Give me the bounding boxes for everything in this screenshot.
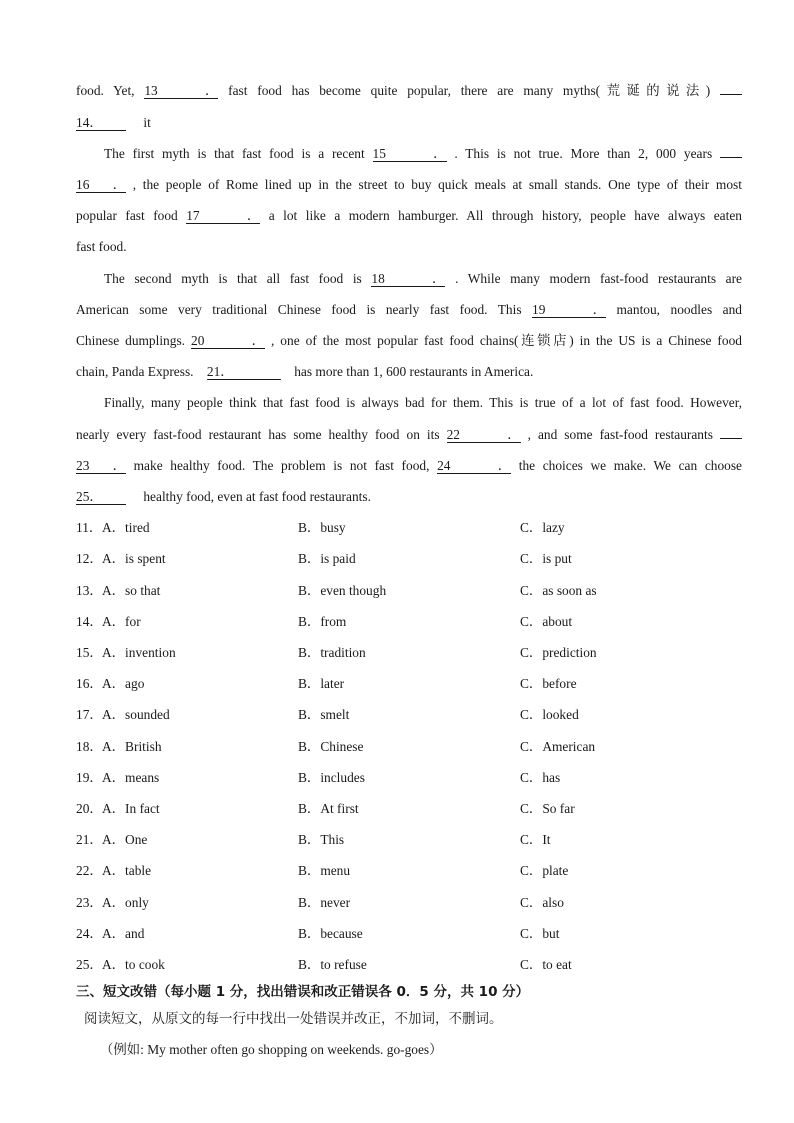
- text: fast food.: [76, 239, 127, 254]
- blank-20[interactable]: 20．: [191, 333, 265, 348]
- text: popular fast food: [76, 208, 178, 223]
- blank-19[interactable]: 19．: [532, 302, 607, 317]
- passage-line-13: [76, 457, 742, 475]
- blank-17[interactable]: 17．: [186, 208, 261, 223]
- option-c[interactable]: C．lazy: [520, 520, 565, 535]
- question-number: 21．: [76, 832, 103, 847]
- option-row-17: [76, 706, 170, 724]
- question-number: 13．: [76, 583, 103, 598]
- option-b[interactable]: B．busy: [298, 520, 346, 535]
- option-c-21[interactable]: [520, 831, 551, 849]
- passage-line-12: [76, 426, 742, 444]
- option-row-20: [76, 800, 160, 818]
- question-number: 16．: [76, 676, 103, 691]
- option-b-11[interactable]: [298, 519, 346, 537]
- option-c-25[interactable]: [520, 956, 572, 974]
- blank-21[interactable]: 21．: [207, 364, 281, 380]
- option-b-14[interactable]: [298, 613, 346, 631]
- text: has more than 1, 600 restaurants in America.: [294, 364, 534, 379]
- option-a[interactable]: A．British: [102, 739, 162, 754]
- option-c[interactable]: C．prediction: [520, 645, 597, 660]
- blank-25[interactable]: 25．: [76, 489, 126, 505]
- option-row-11: [76, 519, 150, 537]
- option-a[interactable]: A．ago: [102, 676, 145, 691]
- question-number: 24．: [76, 926, 103, 941]
- option-b[interactable]: B．This: [298, 832, 345, 847]
- option-b[interactable]: B．smelt: [298, 707, 350, 722]
- option-c[interactable]: C．about: [520, 614, 573, 629]
- text: Chinese dumplings.: [76, 333, 186, 348]
- passage-line-2: [76, 114, 742, 132]
- text: it: [143, 115, 151, 130]
- question-number: 15．: [76, 645, 103, 660]
- option-b-24[interactable]: [298, 925, 363, 943]
- text: , the people of Rome lined up in the street to buy quick meals at small stands. One type of their most: [132, 177, 742, 192]
- text: healthy food, even at fast food restaurants.: [143, 489, 371, 504]
- text: mantou, noodles and: [616, 302, 742, 317]
- blank-14-start: [720, 94, 742, 95]
- text: . This is not true. More than 2, 000 years: [454, 146, 713, 161]
- passage-line-5: [76, 207, 742, 225]
- blank-16-start: [720, 157, 742, 158]
- option-c-17[interactable]: [520, 706, 579, 724]
- blank-15[interactable]: 15．: [372, 146, 447, 161]
- text: . While many modern fast-food restaurants are: [455, 271, 743, 286]
- option-b[interactable]: B．later: [298, 676, 345, 691]
- question-number: 23．: [76, 895, 103, 910]
- blank-14[interactable]: 14．: [76, 115, 126, 131]
- option-c-14[interactable]: [520, 613, 572, 631]
- option-row-19: [76, 769, 159, 787]
- option-c-11[interactable]: [520, 519, 565, 537]
- option-c[interactable]: C．So far: [520, 801, 575, 816]
- option-row-16: [76, 675, 144, 693]
- text: make healthy food. The problem is not fast food,: [133, 458, 430, 473]
- section-instruction: 阅读短文，从原文的每一行中找出一处错误并改正，不加词，不删词。: [84, 1011, 503, 1027]
- option-a[interactable]: A．only: [102, 895, 149, 910]
- option-a[interactable]: A．sounded: [102, 707, 170, 722]
- option-row-14: [76, 613, 141, 631]
- passage-line-7: [104, 270, 742, 288]
- text: food. Yet,: [76, 83, 135, 98]
- section-title: 三、短文改错（每小题 1 分，找出错误和改正错误各 0．5 分，共 10 分）: [76, 984, 530, 1000]
- option-row-25: [76, 956, 165, 974]
- option-a[interactable]: A．In fact: [102, 801, 160, 816]
- text: , and some fast-food restaurants: [527, 427, 713, 442]
- option-b-22[interactable]: [298, 862, 350, 880]
- option-c[interactable]: C．It: [520, 832, 551, 847]
- option-b[interactable]: B．from: [298, 614, 347, 629]
- option-a[interactable]: A．is spent: [102, 551, 166, 566]
- option-c[interactable]: C．looked: [520, 707, 579, 722]
- option-row-22: [76, 862, 151, 880]
- option-c-13[interactable]: [520, 582, 597, 600]
- option-row-21: [76, 831, 147, 849]
- option-c-16[interactable]: [520, 675, 577, 693]
- blank-23[interactable]: 23．: [76, 458, 126, 473]
- blank-18[interactable]: 18．: [371, 271, 446, 286]
- text: The first myth is that fast food is a recent: [104, 146, 365, 161]
- text: nearly every fast-food restaurant has some healthy food on its: [76, 427, 440, 442]
- option-row-23: [76, 894, 149, 912]
- passage-line-4: [76, 176, 742, 194]
- option-b-23[interactable]: [298, 894, 350, 912]
- passage-line-11: [104, 394, 742, 412]
- option-b-18[interactable]: [298, 738, 363, 756]
- option-b[interactable]: B．is paid: [298, 551, 356, 566]
- passage-line-1: [76, 82, 742, 100]
- question-number: 22．: [76, 863, 103, 878]
- blank-23-start: [720, 438, 742, 439]
- text: American some very traditional Chinese food is nearly fast food. This: [76, 302, 522, 317]
- option-b-16[interactable]: [298, 675, 344, 693]
- text: a lot like a modern hamburger. All through history, people have always eaten: [268, 208, 742, 223]
- question-number: 18．: [76, 739, 103, 754]
- section-example: （例如: My mother often go shopping on weekends. go-goes）: [100, 1042, 443, 1057]
- text: The second myth is that all fast food is: [104, 271, 362, 286]
- option-c-22[interactable]: [520, 862, 568, 880]
- option-a[interactable]: A．to cook: [102, 957, 165, 972]
- question-number: 12．: [76, 551, 103, 566]
- option-b-12[interactable]: [298, 550, 356, 568]
- question-number: 17．: [76, 707, 103, 722]
- option-a[interactable]: A．for: [102, 614, 141, 629]
- option-row-13: [76, 582, 160, 600]
- option-c[interactable]: C．is put: [520, 551, 572, 566]
- option-b-25[interactable]: [298, 956, 367, 974]
- option-row-15: [76, 644, 176, 662]
- option-c[interactable]: C．has: [520, 770, 561, 785]
- option-a[interactable]: A．invention: [102, 645, 176, 660]
- option-b-15[interactable]: [298, 644, 366, 662]
- option-c-18[interactable]: [520, 738, 595, 756]
- blank-16[interactable]: 16．: [76, 177, 126, 192]
- option-b-21[interactable]: [298, 831, 344, 849]
- option-b-17[interactable]: [298, 706, 349, 724]
- option-row-24: [76, 925, 144, 943]
- option-b[interactable]: B．to refuse: [298, 957, 367, 972]
- option-a[interactable]: A．One: [102, 832, 148, 847]
- option-b-19[interactable]: [298, 769, 365, 787]
- passage-line-14: [76, 488, 742, 506]
- question-number: 11．: [76, 520, 103, 535]
- option-b-13[interactable]: [298, 582, 386, 600]
- option-c[interactable]: C．as soon as: [520, 583, 597, 598]
- option-c[interactable]: C．also: [520, 895, 564, 910]
- option-b[interactable]: B．because: [298, 926, 363, 941]
- question-number: 25．: [76, 957, 103, 972]
- option-c-19[interactable]: [520, 769, 560, 787]
- option-c[interactable]: C．before: [520, 676, 577, 691]
- passage-line-8: [76, 301, 742, 319]
- blank-22[interactable]: 22．: [446, 427, 521, 442]
- blank-24[interactable]: 24．: [437, 458, 512, 473]
- option-row-12: [76, 550, 166, 568]
- passage-line-10: [76, 363, 742, 381]
- option-a[interactable]: A．and: [102, 926, 145, 941]
- text: the choices we make. We can choose: [518, 458, 743, 473]
- option-b[interactable]: B．Chinese: [298, 739, 364, 754]
- blank-13[interactable]: 13．: [144, 83, 219, 98]
- option-c[interactable]: C．but: [520, 926, 560, 941]
- option-c-12[interactable]: [520, 550, 572, 568]
- option-a[interactable]: A．means: [102, 770, 160, 785]
- passage-line-9: [76, 332, 742, 350]
- question-number: 20．: [76, 801, 103, 816]
- option-row-18: [76, 738, 162, 756]
- passage-line-6: [76, 238, 742, 256]
- option-a[interactable]: A．so that: [102, 583, 161, 598]
- option-c[interactable]: C．American: [520, 739, 596, 754]
- option-c[interactable]: C．to eat: [520, 957, 572, 972]
- option-c-24[interactable]: [520, 925, 559, 943]
- text: chain, Panda Express.: [76, 364, 194, 379]
- option-b[interactable]: B．includes: [298, 770, 365, 785]
- text: Finally, many people think that fast food is always bad for them. This is true of a lot of fast food. However,: [104, 395, 742, 410]
- option-b-20[interactable]: [298, 800, 359, 818]
- option-c-15[interactable]: [520, 644, 597, 662]
- option-b[interactable]: B．even though: [298, 583, 387, 598]
- question-number: 19．: [76, 770, 103, 785]
- option-b[interactable]: B．never: [298, 895, 351, 910]
- option-b[interactable]: B．tradition: [298, 645, 366, 660]
- text: , one of the most popular fast food chains(连锁店) in the US is a Chinese food: [270, 333, 742, 348]
- option-a[interactable]: A．tired: [102, 520, 150, 535]
- option-c-20[interactable]: [520, 800, 575, 818]
- question-number: 14．: [76, 614, 103, 629]
- text: fast food has become quite popular, there are many myths(荒诞的说法): [228, 83, 711, 98]
- passage-line-3: [104, 145, 742, 163]
- option-b[interactable]: B．menu: [298, 863, 351, 878]
- option-c-23[interactable]: [520, 894, 564, 912]
- option-b[interactable]: B．At first: [298, 801, 359, 816]
- option-a[interactable]: A．table: [102, 863, 152, 878]
- option-c[interactable]: C．plate: [520, 863, 569, 878]
